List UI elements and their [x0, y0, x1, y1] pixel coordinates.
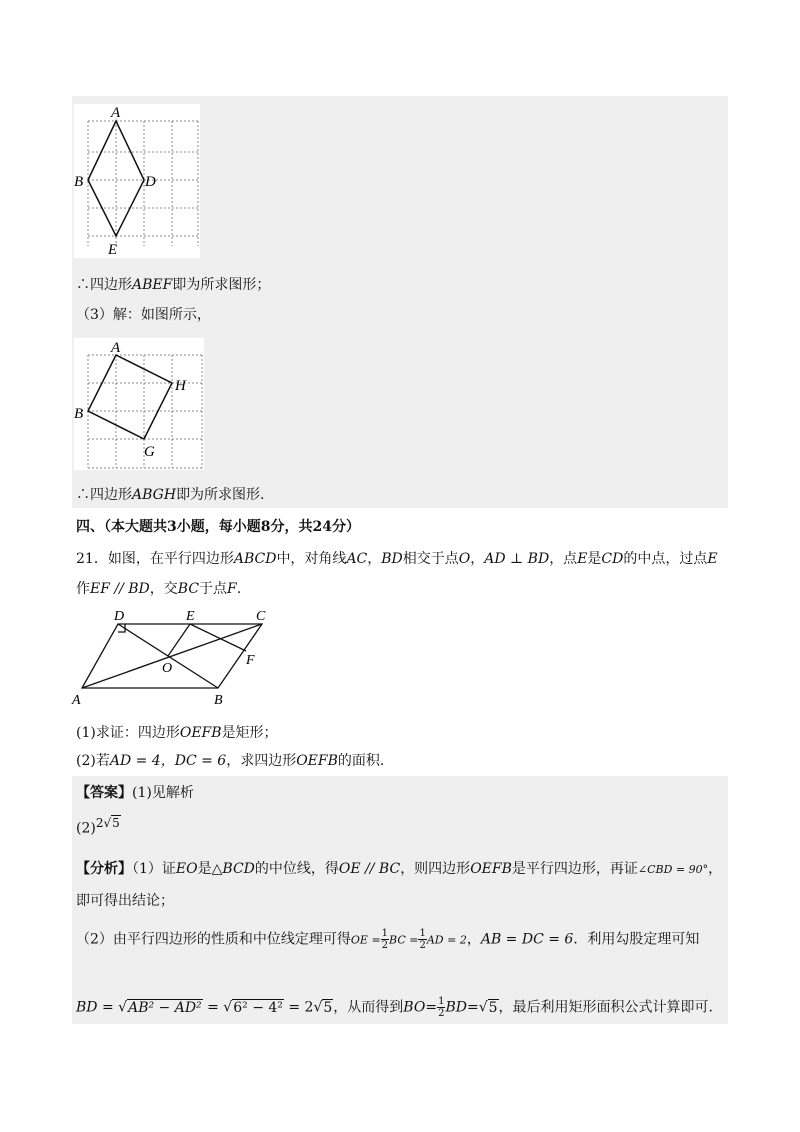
- section-title: 四、（本大题共3小题，每小题8分，共24分）: [76, 519, 360, 535]
- part3-text: （3）解：如图所示，: [76, 307, 211, 323]
- label-a: A: [111, 340, 121, 356]
- label-e: E: [186, 609, 195, 624]
- label-o: O: [162, 661, 173, 676]
- label-f: F: [246, 653, 255, 668]
- label-b: B: [214, 693, 223, 708]
- subquestion-2: (2)若AD = 4，DC = 6，求四边形OEFB的面积.: [76, 753, 385, 769]
- label-a: A: [111, 105, 121, 121]
- answer-label: 【答案】: [76, 785, 132, 801]
- conclusion-abgh: ∴四边形ABGH即为所求图形.: [76, 487, 265, 503]
- figure-square: [74, 338, 204, 470]
- conclusion-abef: ∴四边形ABEF即为所求图形；: [76, 277, 271, 293]
- analysis-line3: （2）由平行四边形的性质和中位线定理可得OE = $\frac{1}{2}$ BC = $\frac{1}{2}$ AD = 2，AB = DC = 6．利用勾股定理可知: [76, 928, 700, 951]
- square-shape: [88, 355, 172, 439]
- analysis-line1: 【分析】（1）证EO是△BCD的中位线，得OE // BC，则四边形OEFB是平行四边形，再证∠CBD = 90°，: [76, 861, 723, 877]
- figure-parallelogram: [70, 606, 280, 710]
- analysis-line4: BD = √AB² − AD² = √6² − 4² = 2√5，从而得到BO= $\frac{1}{2}$ BD=√5，最后利用矩形面积公式计算即可.: [76, 996, 713, 1019]
- subquestion-1: (1)求证：四边形OEFB是矩形；: [76, 725, 278, 741]
- q21-line2: 作EF // BD，交BC于点F.: [76, 581, 242, 597]
- label-b: B: [74, 406, 84, 422]
- label-h: H: [175, 378, 186, 394]
- answer-line1: 【答案】(1)见解析: [76, 785, 194, 801]
- label-a: A: [72, 693, 81, 708]
- label-d: D: [114, 609, 125, 624]
- label-c: C: [256, 609, 266, 624]
- label-b: B: [74, 174, 84, 190]
- q21-line1: 21．如图，在平行四边形ABCD中，对角线AC，BD相交于点O，AD ⊥ BD，点E是CD的中点，过点E: [76, 551, 718, 567]
- answer-line2: $(2)^{2√5}$: [76, 816, 120, 837]
- label-d: D: [145, 174, 156, 190]
- figure-rhombus: [74, 104, 200, 258]
- label-g: G: [144, 444, 155, 460]
- analysis-line2: 即可得出结论；: [76, 893, 174, 909]
- label-e: E: [108, 242, 118, 258]
